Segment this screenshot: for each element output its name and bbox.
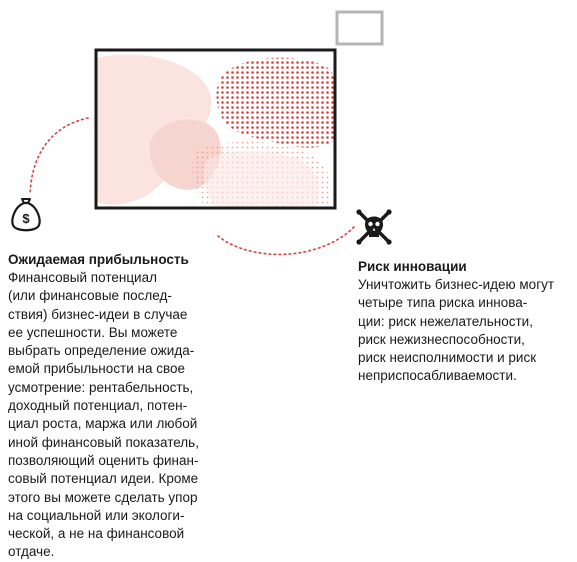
risk-line: неприспосабливаемости. [358, 368, 517, 384]
money-bag-icon [12, 199, 39, 230]
risk-line: ции: риск нежелательности, [358, 313, 533, 329]
risk-text [358, 276, 570, 386]
risk-line: риск неисполнимости и риск [358, 350, 537, 366]
red-dotted-blob [216, 58, 340, 148]
risk-title: Риск инновации [358, 259, 467, 274]
connector-risk [218, 226, 355, 254]
connector-profit [30, 118, 88, 194]
profit-line: (или финансовые послед- [8, 288, 172, 304]
profit-line: усмотрение: рентабельность, [8, 379, 194, 395]
profit-line: отдаче. [8, 544, 55, 560]
profit-text [8, 269, 233, 562]
profit-line: совый потенциал идеи. Кроме [8, 471, 199, 487]
risk-line: четыре типа риска иннова- [358, 295, 528, 311]
profit-line: ее успешности. Вы можете [8, 324, 178, 340]
risk-block [358, 258, 570, 386]
profit-title: Ожидаемая прибыльность [8, 252, 189, 267]
profit-line: этого вы можете сделать упор [8, 489, 198, 505]
risk-line: Уничтожить бизнес-идею могут [358, 277, 555, 292]
profit-line: позволяющий оценить финан- [8, 452, 199, 468]
profit-line: ческой, а не на финансовой [8, 526, 185, 542]
profit-line: на социальной или экологи- [8, 507, 185, 523]
svg-text:$: $ [22, 211, 30, 226]
profit-line: Финансовый потенциал [8, 270, 157, 285]
profit-line: доходный потенциал, потен- [8, 398, 188, 414]
small-gray-square [337, 12, 382, 44]
profit-line: ствия) бизнес-идеи в случае [8, 306, 188, 322]
risk-line: риск нежизнеспособности, [358, 331, 525, 347]
profit-line: иной финансовый показатель, [8, 434, 199, 450]
profit-block [8, 251, 233, 562]
profit-line: выбрать определение ожида- [8, 343, 195, 359]
skull-crossbones-icon [356, 209, 391, 244]
profit-line: циал роста, маржа или любой [8, 416, 198, 432]
profit-line: емой прибыльности на свое [8, 361, 185, 377]
